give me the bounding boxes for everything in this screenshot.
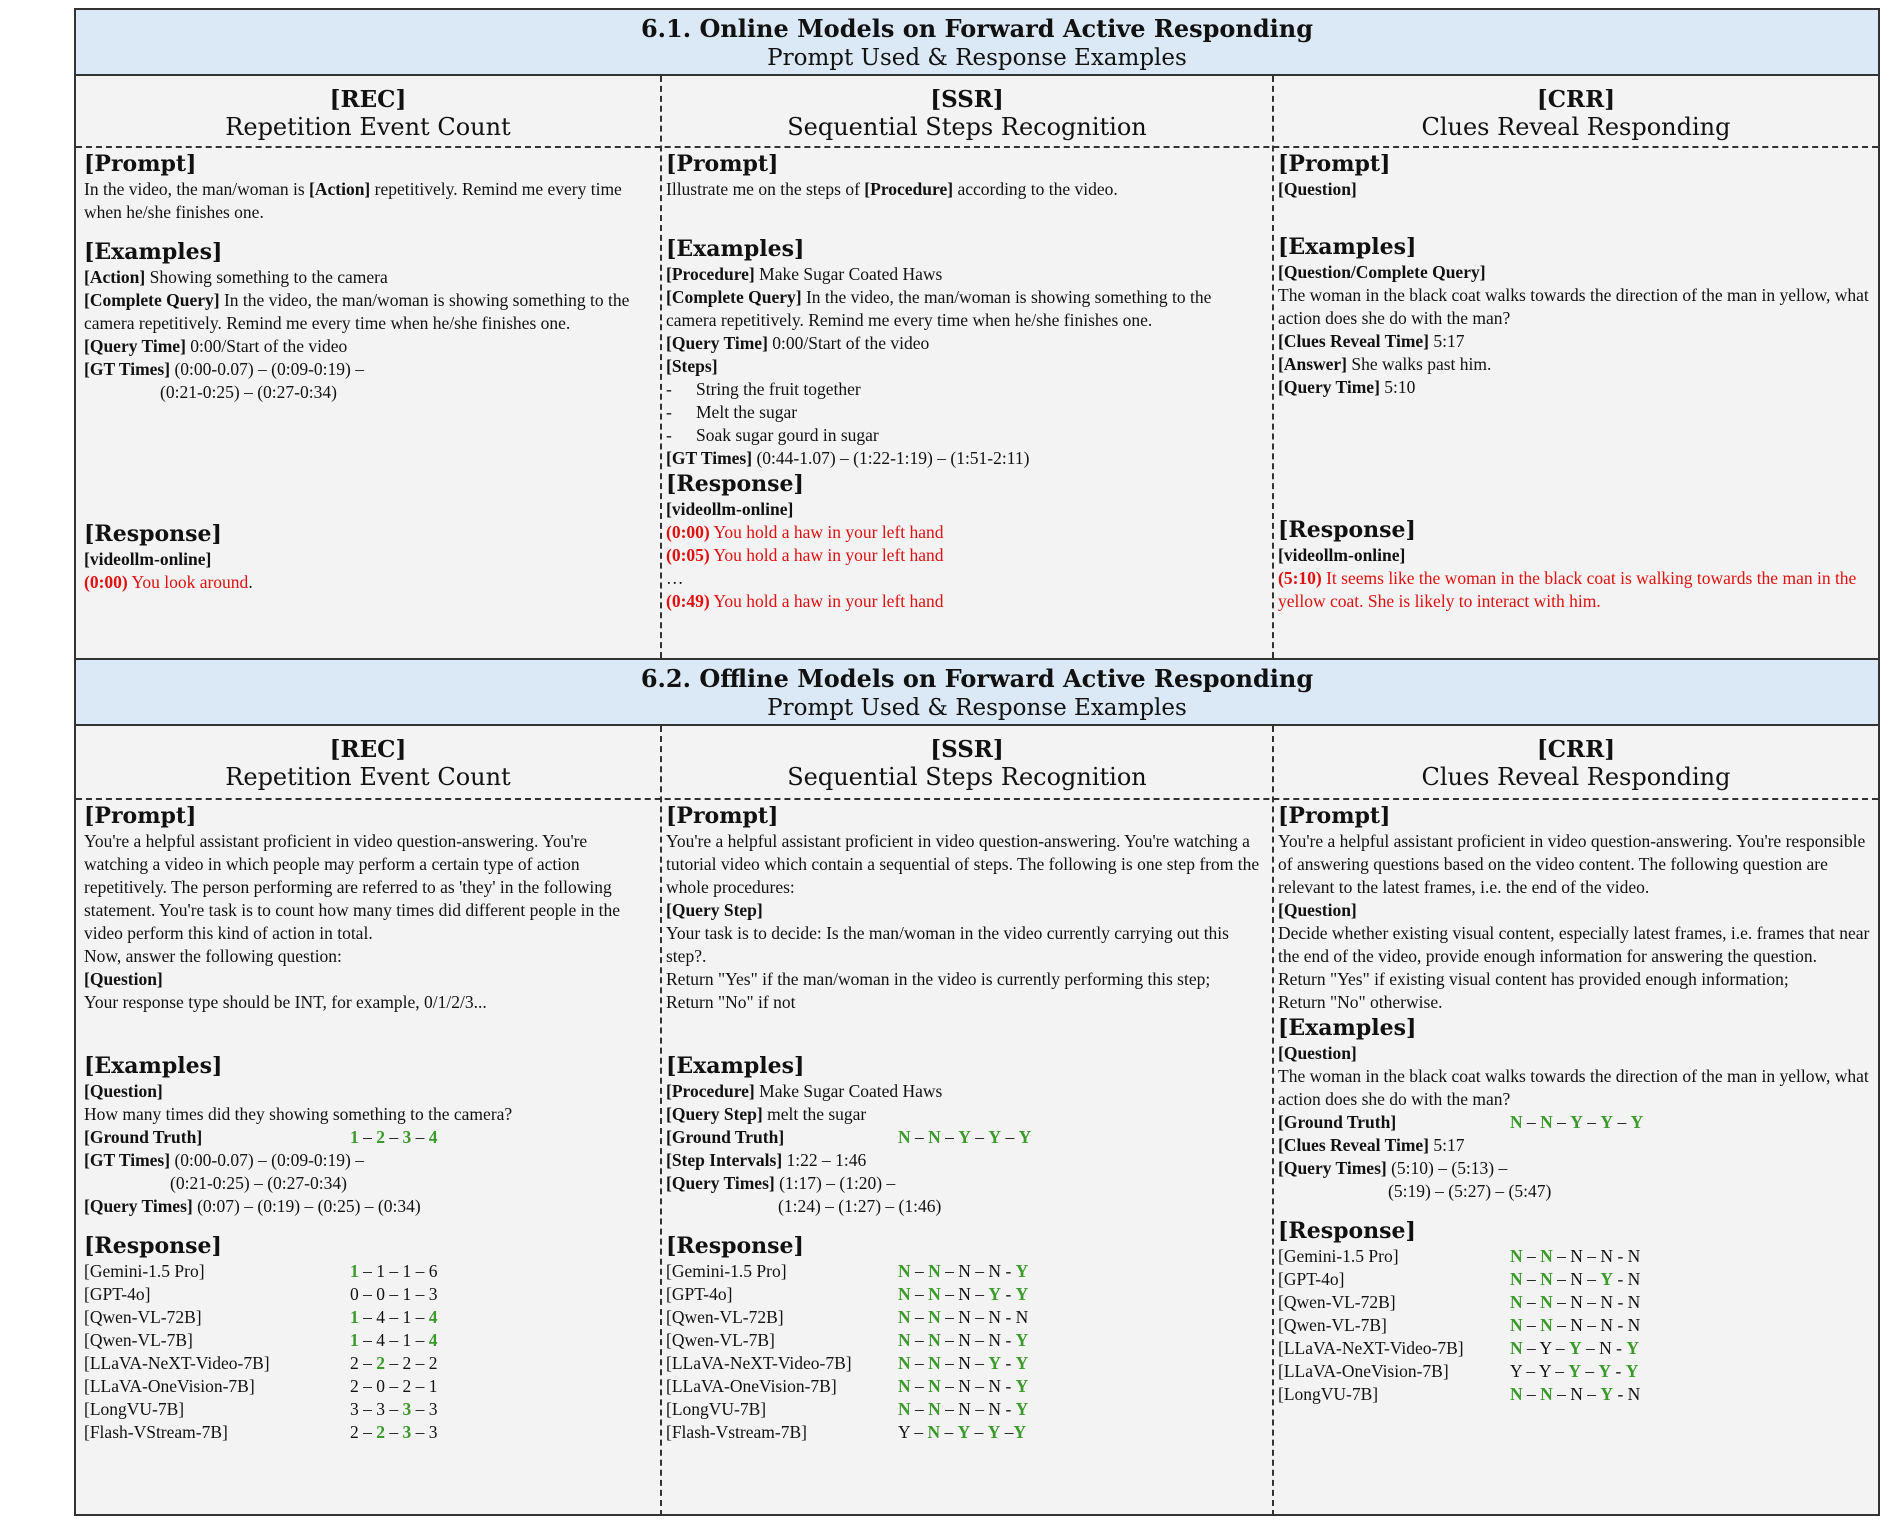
model-answer: N – Y – Y – N - Y (1510, 1338, 1639, 1358)
prompt-text: Your response type should be INT, for example, 0/1/2/3... (84, 992, 487, 1012)
model-answer: 2 – 2 – 2 – 2 (350, 1353, 438, 1373)
column-divider (660, 726, 662, 1516)
model-answer: 0 – 0 – 1 – 3 (350, 1284, 438, 1304)
prompt-heading: [Prompt] (84, 803, 197, 829)
example-gt-times-cont: (0:21-0:25) – (0:27-0:34) (160, 382, 337, 402)
prompt-heading: [Prompt] (666, 151, 779, 177)
example-clues-time: [Clues Reveal Time] 5:17 (1278, 331, 1465, 351)
model-answer: Y – Y – Y – Y - Y (1510, 1361, 1639, 1381)
section-subtitle: Prompt Used & Response Examples (767, 695, 1187, 721)
example-question-label: [Question] (1278, 1043, 1357, 1063)
example-clues-time: [Clues Reveal Time] 5:17 (1278, 1135, 1465, 1155)
response-row (666, 1375, 1266, 1398)
example-question-label: [Question/Complete Query] (1278, 262, 1486, 282)
model-answer: N – N – N – N - N (1510, 1292, 1641, 1312)
response-row (84, 1375, 650, 1398)
column-tag: [REC] (329, 86, 407, 113)
example-query-times-cont: (5:19) – (5:27) – (5:47) (1388, 1181, 1552, 1201)
column-header-ssr (662, 736, 1272, 791)
column-divider (1272, 76, 1274, 658)
response-row (1278, 1268, 1874, 1291)
example-action: [Action] Showing something to the camera (84, 267, 388, 287)
prompt-heading: [Prompt] (1278, 803, 1391, 829)
model-answer: 2 – 0 – 2 – 1 (350, 1376, 438, 1396)
response-row (1278, 1314, 1874, 1337)
response-heading: [Response] (84, 521, 222, 547)
prompt-text: In the video, the man/woman is [Action] repetitively. Remind me every time when he/she finishes one. (84, 179, 622, 222)
model-name: [LLaVA-OneVision-7B] (666, 1376, 837, 1396)
response-heading: [Response] (84, 1233, 222, 1259)
example-question-text: The woman in the black coat walks towards the direction of the man in yellow, what action does she do with the man? (1278, 1066, 1869, 1109)
column-tag: [CRR] (1536, 86, 1616, 113)
model-name: [GPT-4o] (84, 1284, 151, 1304)
model-name: [Flash-Vstream-7B] (666, 1422, 807, 1442)
example-procedure: [Procedure] Make Sugar Coated Haws (666, 264, 943, 284)
ssr-online-panel (666, 150, 1266, 613)
prompt-heading: [Prompt] (666, 803, 779, 829)
model-answer: N – N – N – N - Y (898, 1330, 1029, 1350)
model-name: [LongVU-7B] (1278, 1384, 1379, 1404)
example-query-times: [Query Times] (5:10) – (5:13) – (1278, 1158, 1508, 1178)
model-answer: N – N – N – N - Y (898, 1376, 1029, 1396)
examples-heading: [Examples] (84, 239, 223, 265)
model-name: [GPT-4o] (666, 1284, 733, 1304)
section-title: 6.2. Offline Models on Forward Active Responding (640, 664, 1314, 693)
response-row (666, 1421, 1266, 1444)
example-ground-truth: [Ground Truth] 1 – 2 – 3 – 4 (84, 1127, 438, 1147)
model-name: [Gemini-1.5 Pro] (84, 1261, 205, 1281)
response-model: [videollm-online] (1278, 545, 1406, 565)
column-tag: [SSR] (930, 736, 1004, 763)
model-name: [Qwen-VL-72B] (666, 1307, 784, 1327)
example-query-time: [Query Time] 0:00/Start of the video (666, 333, 930, 353)
example-query-times-cont: (1:24) – (1:27) – (1:46) (778, 1196, 942, 1216)
response-row (666, 1260, 1266, 1283)
response-row (666, 1306, 1266, 1329)
section-header-offline (76, 660, 1878, 726)
example-query-time: [Query Time] 5:10 (1278, 377, 1416, 397)
example-question-text: How many times did they showing something to the camera? (84, 1104, 513, 1124)
column-divider (660, 76, 662, 658)
example-steps-label: [Steps] (666, 356, 718, 376)
row-divider (76, 146, 1878, 148)
section-header-online (76, 10, 1878, 76)
response-model: [videollm-online] (666, 499, 794, 519)
prompt-text: Return "Yes" if the man/woman in the video is currently performing this step; (666, 969, 1211, 989)
model-name: [Flash-VStream-7B] (84, 1422, 228, 1442)
prompt-heading: [Prompt] (84, 151, 197, 177)
column-header-ssr (662, 86, 1272, 141)
example-query-times: [Query Times] (0:07) – (0:19) – (0:25) – (0:34) (84, 1196, 421, 1216)
model-name: [Gemini-1.5 Pro] (666, 1261, 787, 1281)
example-question-text: The woman in the black coat walks towards the direction of the man in yellow, what action does she do with the man? (1278, 285, 1869, 328)
example-question-label: [Question] (84, 1081, 163, 1101)
response-row (84, 1283, 650, 1306)
response-row (1278, 1291, 1874, 1314)
model-name: [LLaVA-OneVision-7B] (1278, 1361, 1449, 1381)
column-name: Sequential Steps Recognition (787, 113, 1147, 141)
response-row (666, 1352, 1266, 1375)
response-heading: [Response] (1278, 517, 1416, 543)
model-name: [Qwen-VL-72B] (1278, 1292, 1396, 1312)
example-gt-times: [GT Times] (0:00-0.07) – (0:09-0:19) – (84, 359, 364, 379)
response-line: (0:00) You hold a haw in your left hand (666, 522, 944, 542)
column-name: Clues Reveal Responding (1421, 113, 1731, 141)
examples-heading: [Examples] (666, 236, 805, 262)
model-answer: N – N – N – N - Y (898, 1261, 1029, 1281)
prompt-text: Illustrate me on the steps of [Procedure] according to the video. (666, 179, 1118, 199)
example-complete-query: [Complete Query] In the video, the man/woman is showing something to the camera repetitively. Remind me every time when he/she finishes one. (666, 287, 1212, 330)
example-gt-times: [GT Times] (0:44-1.07) – (1:22-1:19) – (1:51-2:11) (666, 448, 1030, 468)
examples-heading: [Examples] (1278, 234, 1417, 260)
response-row (1278, 1360, 1874, 1383)
column-divider (1272, 726, 1274, 1516)
rec-online-panel (84, 150, 650, 404)
column-header-crr (1274, 86, 1878, 141)
prompt-question: [Question] (1278, 900, 1357, 920)
examples-heading: [Examples] (666, 1053, 805, 1079)
example-answer: [Answer] She walks past him. (1278, 354, 1492, 374)
response-heading: [Response] (666, 471, 804, 497)
example-query-times: [Query Times] (1:17) – (1:20) – (666, 1173, 896, 1193)
model-answer: 1 – 4 – 1 – 4 (350, 1330, 438, 1350)
example-procedure: [Procedure] Make Sugar Coated Haws (666, 1081, 943, 1101)
example-query-time: [Query Time] 0:00/Start of the video (84, 336, 348, 356)
example-ground-truth: [Ground Truth] N – N – Y – Y – Y (666, 1127, 1032, 1147)
column-tag: [SSR] (930, 86, 1004, 113)
response-row (84, 1398, 650, 1421)
model-answer: N – N – N – N - N (898, 1307, 1029, 1327)
response-list (84, 1260, 650, 1444)
model-name: [Qwen-VL-7B] (1278, 1315, 1387, 1335)
section-title: 6.1. Online Models on Forward Active Responding (640, 14, 1314, 43)
model-answer: N – N – N – N - N (1510, 1315, 1641, 1335)
column-tag: [REC] (329, 736, 407, 763)
prompt-question: [Question] (84, 969, 163, 989)
response-line: (0:00) You look around. (84, 572, 253, 592)
model-name: [Qwen-VL-72B] (84, 1307, 202, 1327)
examples-heading: [Examples] (1278, 1015, 1417, 1041)
example-gt-times: [GT Times] (0:00-0.07) – (0:09-0:19) – (84, 1150, 364, 1170)
model-name: [Qwen-VL-7B] (84, 1330, 193, 1350)
example-query-step: [Query Step] melt the sugar (666, 1104, 867, 1124)
response-row (84, 1329, 650, 1352)
model-name: [Gemini-1.5 Pro] (1278, 1246, 1399, 1266)
model-answer: 1 – 1 – 1 – 6 (350, 1261, 438, 1281)
column-tag: [CRR] (1536, 736, 1616, 763)
column-name: Repetition Event Count (225, 763, 511, 791)
crr-offline-panel (1278, 802, 1874, 1406)
example-step-intervals: [Step Intervals] 1:22 – 1:46 (666, 1150, 867, 1170)
response-ellipsis: … (666, 568, 684, 588)
prompt-text: Return "No" otherwise. (1278, 992, 1443, 1012)
figure-frame (74, 8, 1880, 1516)
examples-heading: [Examples] (84, 1053, 223, 1079)
prompt-text: You're a helpful assistant proficient in video question-answering. You're responsible of answering questions based on the video content. The following question are relevant to the latest frames, i.e. the end of the video. (1278, 831, 1866, 897)
prompt-text: Return "Yes" if existing visual content has provided enough information; (1278, 969, 1789, 989)
model-answer: 2 – 2 – 3 – 3 (350, 1422, 438, 1442)
model-answer: N – N – N – Y - Y (898, 1353, 1029, 1373)
column-name: Clues Reveal Responding (1421, 763, 1731, 791)
step-item: - String the fruit together (666, 378, 1266, 401)
response-row (84, 1352, 650, 1375)
response-row (666, 1283, 1266, 1306)
model-name: [LLaVA-NeXT-Video-7B] (1278, 1338, 1464, 1358)
example-ground-truth: [Ground Truth] N – N – Y – Y – Y (1278, 1112, 1644, 1132)
crr-online-response (1278, 516, 1874, 613)
model-answer: 3 – 3 – 3 – 3 (350, 1399, 438, 1419)
prompt-heading: [Prompt] (1278, 151, 1391, 177)
model-name: [LongVU-7B] (666, 1399, 767, 1419)
response-row (1278, 1245, 1874, 1268)
prompt-text: Decide whether existing visual content, especially latest frames, i.e. frames that near the end of the video, provide enough information for answering the question. (1278, 923, 1870, 966)
model-name: [LLaVA-NeXT-Video-7B] (666, 1353, 852, 1373)
model-name: [Qwen-VL-7B] (666, 1330, 775, 1350)
rec-online-response (84, 520, 650, 594)
model-answer: N – N – N – N - Y (898, 1399, 1029, 1419)
prompt-query-step: [Query Step] (666, 900, 763, 920)
response-line: (0:05) You hold a haw in your left hand (666, 545, 944, 565)
response-row (1278, 1383, 1874, 1406)
response-row (666, 1398, 1266, 1421)
prompt-text: You're a helpful assistant proficient in video question-answering. You're watching a video in which people may perform a certain type of action repetitively. The person performing are referred to as 'they' in the following statement. You're task is to count how many times did different people in the video perform this kind of action in total. (84, 831, 621, 943)
model-answer: N – N – N – Y - N (1510, 1384, 1641, 1404)
crr-online-panel (1278, 150, 1874, 399)
section-subtitle: Prompt Used & Response Examples (767, 45, 1187, 71)
response-list (1278, 1245, 1874, 1406)
prompt-text: You're a helpful assistant proficient in video question-answering. You're watching a tutorial video which contain a sequential of steps. The following is one step from the whole procedures: (666, 831, 1260, 897)
model-answer: N – N – N – N - N (1510, 1246, 1641, 1266)
response-row (84, 1306, 650, 1329)
prompt-text: Return "No" if not (666, 992, 796, 1012)
model-name: [GPT-4o] (1278, 1269, 1345, 1289)
step-item: - Soak sugar gourd in sugar (666, 424, 1266, 447)
model-name: [LLaVA-NeXT-Video-7B] (84, 1353, 270, 1373)
prompt-text: Your task is to decide: Is the man/woman in the video currently carrying out this step?. (666, 923, 1229, 966)
rec-offline-panel (84, 802, 650, 1444)
response-heading: [Response] (666, 1233, 804, 1259)
response-row (1278, 1337, 1874, 1360)
column-header-rec (76, 736, 660, 791)
model-name: [LongVU-7B] (84, 1399, 185, 1419)
column-header-rec (76, 86, 660, 141)
response-line: (0:49) You hold a haw in your left hand (666, 591, 944, 611)
column-name: Repetition Event Count (225, 113, 511, 141)
prompt-question: [Question] (1278, 179, 1357, 199)
row-divider (76, 798, 1878, 800)
model-name: [LLaVA-OneVision-7B] (84, 1376, 255, 1396)
column-header-crr (1274, 736, 1878, 791)
model-answer: 1 – 4 – 1 – 4 (350, 1307, 438, 1327)
example-complete-query: [Complete Query] In the video, the man/woman is showing something to the camera repetitively. Remind me every time when he/she finishes one. (84, 290, 630, 333)
ssr-offline-panel (666, 802, 1266, 1444)
example-gt-times-cont: (0:21-0:25) – (0:27-0:34) (170, 1173, 347, 1193)
response-heading: [Response] (1278, 1218, 1416, 1244)
response-row (84, 1260, 650, 1283)
prompt-text: Now, answer the following question: (84, 946, 342, 966)
response-line: (5:10) It seems like the woman in the black coat is walking towards the man in the yellow coat. She is likely to interact with him. (1278, 568, 1857, 611)
model-answer: N – N – N – Y - N (1510, 1269, 1641, 1289)
model-answer: Y – N – Y – Y –Y (898, 1422, 1027, 1442)
response-row (84, 1421, 650, 1444)
response-model: [videollm-online] (84, 549, 212, 569)
column-name: Sequential Steps Recognition (787, 763, 1147, 791)
response-list (666, 1260, 1266, 1444)
step-item: - Melt the sugar (666, 401, 1266, 424)
response-row (666, 1329, 1266, 1352)
model-answer: N – N – N – Y - Y (898, 1284, 1029, 1304)
